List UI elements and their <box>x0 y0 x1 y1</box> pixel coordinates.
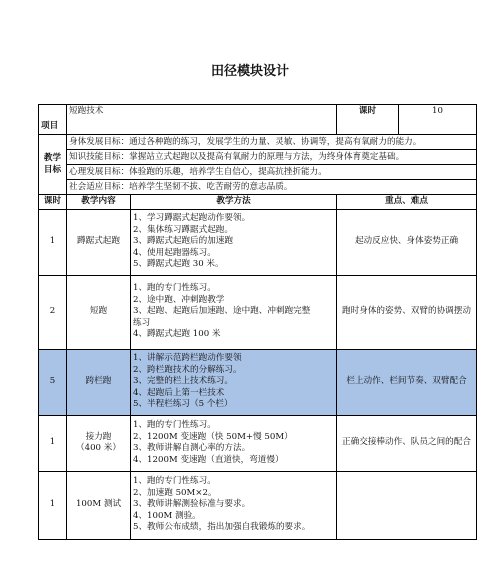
row-hour: 1 <box>39 471 67 539</box>
row-content: 短跑 <box>67 275 131 349</box>
row-focus <box>337 471 477 539</box>
table-row <box>39 415 477 471</box>
module-design-table <box>38 104 477 540</box>
table-row-highlighted <box>39 349 477 415</box>
hours-label: 课时 <box>337 105 399 135</box>
hours-value: 10 <box>399 105 477 135</box>
goal-item: 社会适应目标：培养学生坚韧不拔、吃苦耐劳的意志品质。 <box>69 182 293 192</box>
col-header-hour: 课时 <box>39 195 67 210</box>
row-focus: 正确交接棒动作、队员之间的配合 <box>337 415 477 471</box>
goals-row <box>39 135 477 195</box>
row-focus: 跑时身体的姿势、双臂的协调摆动 <box>337 275 477 349</box>
goals-label: 教学 目标 <box>39 135 67 195</box>
row-hour: 5 <box>39 349 67 415</box>
row-methods: 1、跑的专门性练习。 2、加速跑 50M×2。 3、教师讲解测验标准与要求。 4、100M 测验。 5、教师公布成绩，指出加强自我锻炼的要求。 <box>131 471 337 539</box>
goal-item: 心理发展目标：体验跑的乐趣，培养学生自信心，提高抗挫折能力。 <box>67 165 476 180</box>
row-hour: 1 <box>39 209 67 275</box>
column-header-row <box>39 195 477 210</box>
row-content: 跨栏跑 <box>67 349 131 415</box>
row-methods: 1、讲解示范跨栏跑动作要领 2、跨栏跑技术的分解练习。 3、完整的栏上技术练习。 4、起跑后上第一栏技术 5、半程栏练习（5 个栏） <box>131 349 337 415</box>
row-focus: 栏上动作、栏间节奏、双臂配合 <box>337 349 477 415</box>
table-row <box>39 275 477 349</box>
row-methods: 1、跑的专门性练习。 2、途中跑、冲刺跑教学 3、起跑、起跑后加速跑、途中跑、冲刺跑完整 练习 4、蹲踞式起跑 100 米 <box>131 275 337 349</box>
row-methods: 1、学习蹲踞式起跑动作要领。 2、集体练习蹲踞式起跑。 3、蹲踞式起跑后的加速跑 4、使用起跑器练习。 5、蹲踞式起跑 30 米。 <box>131 209 337 275</box>
col-header-focus: 重点、难点 <box>337 195 477 210</box>
col-header-content: 教学内容 <box>67 195 131 210</box>
project-value: 短跑技术 <box>67 105 337 135</box>
table-row <box>39 471 477 539</box>
row-content: 蹲踞式起跑 <box>67 209 131 275</box>
col-header-method: 教学方法 <box>131 195 337 210</box>
row-content: 接力跑 （400 米） <box>67 415 131 471</box>
goal-item: 身体发展目标：通过各种跑的练习，发展学生的力量、灵敏、协调等，提高有氧耐力的能力。 <box>67 135 476 150</box>
goal-item: 知识技能目标：掌握站立式起跑以及提高有氧耐力的原理与方法，为终身体育奠定基础。 <box>67 150 476 165</box>
row-focus: 起动反应快、身体姿势正确 <box>337 209 477 275</box>
row-content: 100M 测试 <box>67 471 131 539</box>
project-row <box>39 105 477 135</box>
row-methods: 1、跑的专门性练习。 2、1200M 变速跑（快 50M+慢 50M） 3、教师讲解自测心率的方法。 4、1200M 变速跑（直道快，弯道慢） <box>131 415 337 471</box>
page-title: 田径模块设计 <box>210 64 289 79</box>
row-hour: 2 <box>39 275 67 349</box>
table-row <box>39 209 477 275</box>
project-label: 项目 <box>39 105 67 135</box>
goals-content <box>67 135 477 195</box>
row-hour: 1 <box>39 415 67 471</box>
